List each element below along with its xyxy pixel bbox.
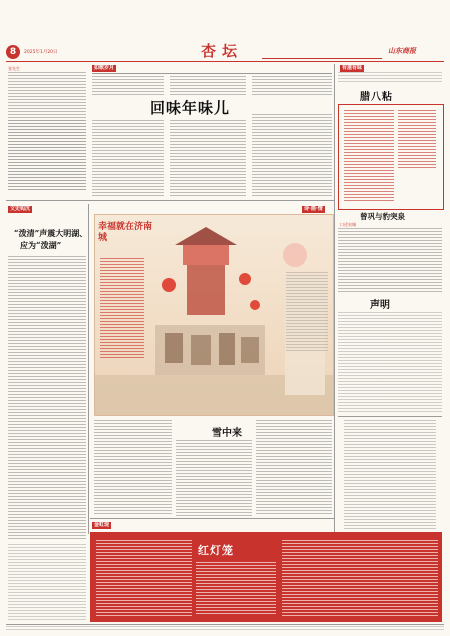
main-headline: 回味年味儿	[150, 99, 231, 117]
masthead-info	[344, 420, 436, 530]
lantern-tag: 金虹现	[94, 522, 110, 528]
right-top-note	[338, 72, 442, 84]
main-text-left-lower	[92, 120, 164, 198]
lower-left-divider	[88, 204, 89, 534]
main-text-mid-lower	[170, 120, 246, 198]
lantern-headline: 红灯笼	[198, 544, 234, 557]
lantern-text-mid	[196, 562, 276, 616]
lower-left-text-2	[8, 508, 86, 540]
poem-lines-2	[398, 110, 436, 170]
lantern-text-right	[282, 540, 438, 616]
notice-title: 声明	[370, 300, 390, 311]
lower-left-headline-2: 应为“泼湖”	[20, 240, 62, 250]
main-text-col3	[252, 76, 332, 96]
right-mid-tag: 口述泉城	[340, 222, 356, 227]
snow-text-mid	[176, 440, 252, 516]
main-bottom-rule	[6, 200, 334, 201]
main-text-col2	[170, 76, 246, 96]
top-left-text-block-2	[8, 120, 86, 192]
author-tag: 张先生	[8, 66, 20, 71]
lantern-text-left	[96, 540, 192, 616]
right-mid-text	[338, 228, 442, 292]
illustration-tag: 诗·画·情	[304, 206, 323, 212]
footer-text	[6, 626, 444, 632]
bottom-left-footnote	[8, 544, 86, 622]
section-title: 杏坛	[200, 42, 243, 60]
snow-text-right	[256, 420, 332, 516]
right-col-divider	[334, 64, 335, 534]
header-ornament	[262, 52, 382, 59]
poem-lines	[344, 110, 394, 202]
main-text-right-lower	[252, 114, 332, 198]
main-section-tag: 如歌岁月	[94, 65, 115, 71]
footer-rule	[6, 624, 444, 625]
snow-headline: 雪中来	[212, 428, 242, 439]
illustration-poem	[100, 258, 144, 358]
main-tag-rule	[92, 73, 332, 74]
header-rule	[6, 61, 444, 62]
notice-text	[338, 312, 442, 412]
lower-left-tag: 文史钩沉	[10, 206, 31, 212]
page-number-badge: 8	[6, 45, 20, 59]
snow-text-left	[94, 420, 172, 516]
right-section-tag: 有滋有味	[342, 65, 363, 71]
snow-bottom-rule	[90, 518, 334, 519]
lower-left-text	[8, 256, 86, 506]
illustration-title: 幸福就在济南城	[98, 222, 153, 243]
right-column-title: 腊八粘	[360, 92, 393, 103]
right-mid-title: 曾巩与豹突泉	[360, 212, 405, 221]
lower-left-headline-1: “泼清”声震大明湖、	[14, 228, 88, 238]
issue-date: 2025年1月20日	[24, 50, 58, 55]
paper-logo: 山东商报	[388, 46, 416, 55]
illustration-caption	[286, 272, 328, 352]
main-text-col1	[92, 76, 164, 96]
masthead-rule	[338, 416, 442, 417]
